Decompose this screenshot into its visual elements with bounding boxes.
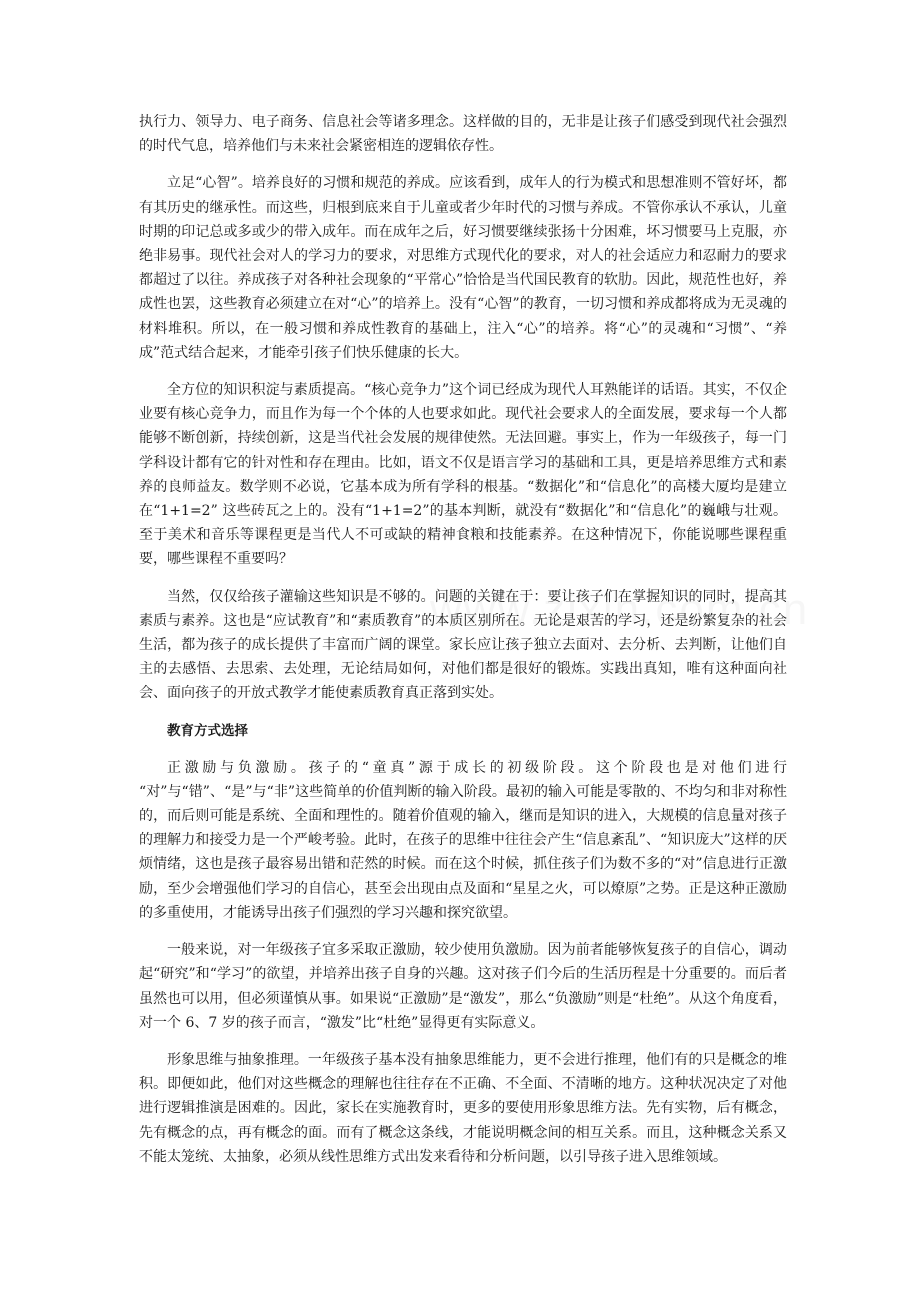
paragraph-1: 执行力、领导力、电子商务、信息社会等诸多理念。这样做的目的，无非是让孩子们感受到现代社会强烈的时代气息，培养他们与未来社会紧密相连的逻辑依存性。 xyxy=(139,114,787,155)
paragraph-5: 正激励与负激励。孩子的“童真”源于成长的初级阶段。这个阶段也是对他们进行 “对”与“错”、“是”与“非”这些简单的价值判断的输入阶段。最初的输入可能是零散的、不均匀和非对称性的，而后则可能是系统、全面和理性的。随着价值观的输入，继而是知识的进入，大规模的信息量对孩子的理解力和接受力是一个严峻考验。此时，在孩子的思维中往往会产生“信息紊乱”、“知识庞大”这样的厌烦情绪，这也是孩子最容易出错和茫然的时候。而在这个时候，抓住孩子们为数不多的“对”信息进行正激励，至少会增强他们学习的自信心，甚至会出现由点及面和“星星之火，可以燎原”之势。正是这种正激励的多重使用，才能诱导出孩子们强烈的学习兴趣和探究欲望。 xyxy=(139,759,787,921)
document-body xyxy=(139,110,787,1169)
paragraph-2: 立足“心智”。培养良好的习惯和规范的养成。应该看到，成年人的行为模式和思想准则不管好坏，都有其历史的继承性。而这些，归根到底来自于儿童或者少年时代的习惯与养成。不管你承认不承认，儿童时期的印记总或多或少的带入成年。而在成年之后，好习惯要继续张扬十分困难，坏习惯要马上克服，亦绝非易事。现代社会对人的学习力的要求，对思维方式现代化的要求，对人的社会适应力和忍耐力的要求都超过了以往。养成孩子对各种社会现象的“平常心”恰恰是当代国民教育的软肋。因此，规范性也好，养成性也罢，这些教育必须建立在对“心”的培养上。没有“心智”的教育，一切习惯和养成都将成为无灵魂的材料堆积。所以，在一般习惯和养成性教育的基础上，注入“心”的培养。将“心”的灵魂和“习惯”、“养成”范式结合起来，才能牵引孩子们快乐健康的长大。 xyxy=(139,175,787,361)
paragraph-6: 一般来说，对一年级孩子宜多采取正激励，较少使用负激励。因为前者能够恢复孩子的自信心，调动起“研究”和“学习”的欲望，并培养出孩子自身的兴趣。这对孩子们今后的生活历程是十分重要的。而后者虽然也可以用，但必须谨慎从事。如果说“正激励”是“激发”，那么“负激励”则是“杜绝”。从这个角度看，对一个 6、7 岁的孩子而言，“激发”比“杜绝”显得更有实际意义。 xyxy=(139,942,787,1031)
paragraph-3: 全方位的知识积淀与素质提高。“核心竞争力”这个词已经成为现代人耳熟能详的话语。其实，不仅企业要有核心竞争力，而且作为每一个个体的人也要求如此。现代社会要求人的全面发展，要求每一个人都能够不断创新，持续创新，这是当代社会发展的规律使然。无法回避。事实上，作为一年级孩子，每一门学科设计都有它的针对性和存在理由。比如，语文不仅是语言学习的基础和工具，更是培养思维方式和素养的良师益友。数学则不必说，它基本成为所有学科的根基。“数据化”和“信息化”的高楼大厦均是建立在“1+1=2” 这些砖瓦之上的。没有“1+1=2”的基本判断，就没有“数据化”和“信息化”的巍峨与壮观。至于美术和音乐等课程更是当代人不可或缺的精神食粮和技能素养。在这种情况下，你能说哪些课程重要，哪些课程不重要吗？ xyxy=(139,382,787,568)
section-heading: 教育方式选择 xyxy=(167,722,248,739)
paragraph-4: 当然，仅仅给孩子灌输这些知识是不够的。问题的关键在于：要让孩子们在掌握知识的同时，提高其素质与素养。这也是“应试教育”和“素质教育”的本质区别所在。无论是艰苦的学习，还是纷繁复杂的社会生活，都为孩子的成长提供了丰富而广阔的课堂。家长应让孩子独立去面对、去分析、去判断，让他们自主的去感悟、去思索、去处理，无论结局如何，对他们都是很好的锻炼。实践出真知，唯有这种面向社会、面向孩子的开放式教学才能使素质教育真正落到实处。 xyxy=(139,588,787,702)
paragraph-7: 形象思维与抽象推理。一年级孩子基本没有抽象思维能力，更不会进行推理，他们有的只是概念的堆积。即便如此，他们对这些概念的理解也往往存在不正确、不全面、不清晰的地方。这种状况决定了对他进行逻辑推演是困难的。因此，家长在实施教育时，更多的要使用形象思维方法。先有实物，后有概念，先有概念的点，再有概念的面。而有了概念这条线，才能说明概念间的相互关系。而且，这种概念关系又不能太笼统、太抽象，必须从线性思维方式出发来看待和分析问题，以引导孩子进入思维领域。 xyxy=(139,1051,787,1165)
